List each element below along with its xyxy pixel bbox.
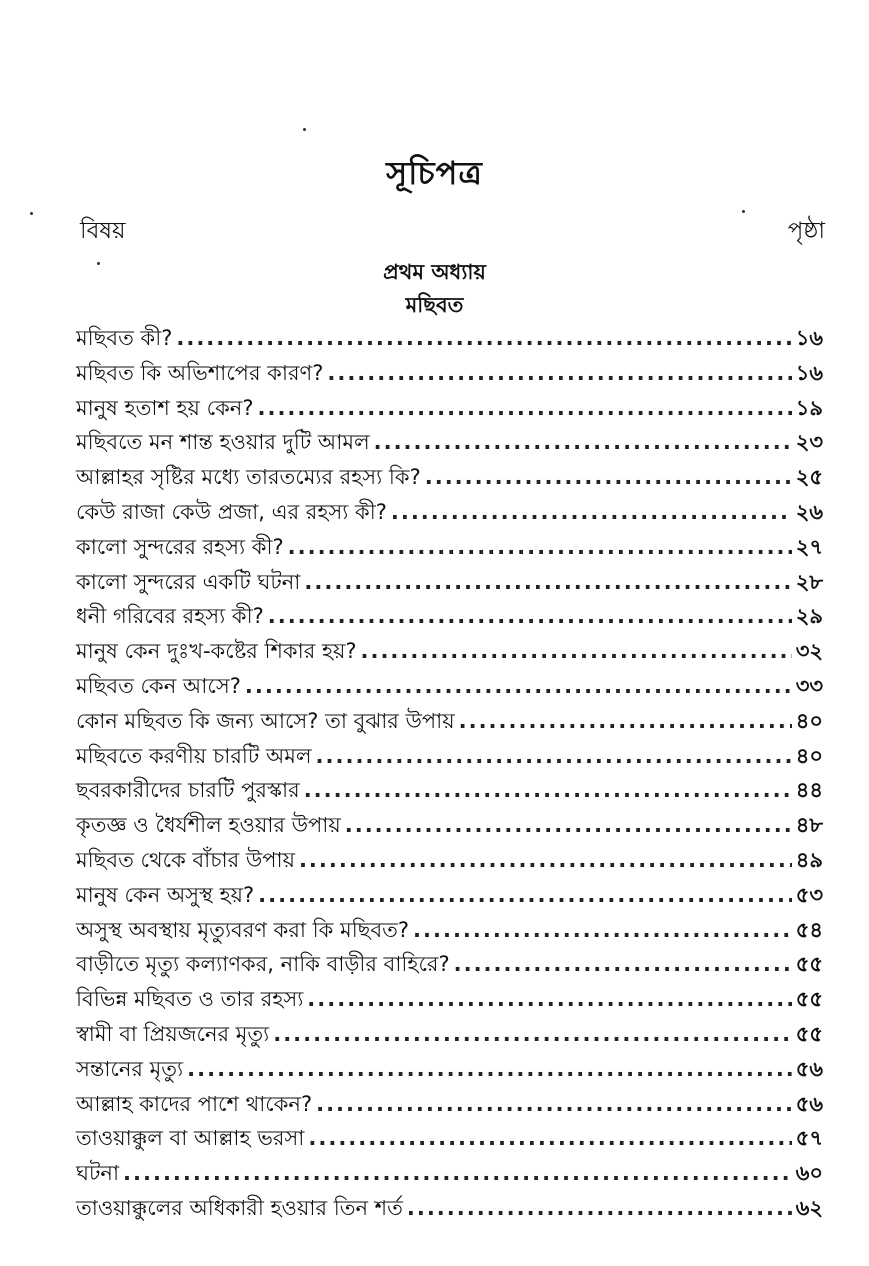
toc-entry-page: ২৮ [795, 569, 823, 594]
toc-entry-topic: মছিবতে করণীয় চারটি অমল [76, 743, 312, 768]
toc-entry-topic: কালো সুন্দরের একটি ঘটনা [76, 569, 301, 594]
toc-entry [76, 600, 823, 635]
toc-entry [76, 392, 823, 427]
toc-entry [76, 531, 823, 566]
print-speck [303, 128, 306, 131]
toc-entry-page: ২৫ [795, 465, 823, 490]
chapter-number: প্রথম অধ্যায় [383, 260, 486, 284]
toc-entry-page: ২৭ [795, 534, 823, 559]
toc-entry-page: ১৯ [795, 395, 823, 420]
dot-leader [299, 848, 792, 872]
toc-entry [76, 1018, 823, 1053]
toc-entry [76, 879, 823, 914]
toc-entry-page: ৫৪ [795, 917, 823, 942]
dot-leader [361, 639, 792, 663]
toc-entry-page: ৫৬ [795, 1091, 823, 1116]
column-header-page: পৃষ্ঠা [787, 218, 825, 244]
toc-entry [76, 1122, 823, 1157]
toc-entry-topic: মছিবত কেন আসে? [76, 673, 241, 698]
toc-entry-page: ৬২ [795, 1195, 823, 1220]
column-header-topic: বিষয় [80, 218, 126, 244]
dot-leader [273, 1022, 792, 1046]
dot-leader [304, 570, 791, 594]
dot-leader [123, 1161, 792, 1185]
dot-leader [425, 465, 792, 489]
dot-leader [307, 987, 791, 1011]
toc-entry-page: ৪০ [795, 743, 823, 768]
dot-leader [258, 396, 792, 420]
toc-entry-page: ৫৫ [795, 987, 823, 1012]
dot-leader [407, 1196, 792, 1220]
toc-entry [76, 705, 823, 740]
toc-entry-topic: আল্লাহ কাদের পাশে থাকেন? [76, 1091, 313, 1116]
toc-entry-page: ৪০ [795, 708, 823, 733]
toc-list [76, 322, 823, 1227]
toc-entry [76, 1192, 823, 1227]
toc-entry-topic: তাওয়াক্কুলের অধিকারী হওয়ার তিন শর্ত [76, 1195, 403, 1220]
toc-entry-topic: মছিবতে মন শান্ত হওয়ার দুটি আমল [76, 430, 370, 455]
dot-leader [454, 952, 792, 976]
toc-entry [76, 774, 823, 809]
toc-entry [76, 496, 823, 531]
toc-entry [76, 1053, 823, 1088]
print-speck [742, 210, 745, 213]
toc-entry-topic: কৃতজ্ঞ ও ধৈর্যশীল হওয়ার উপায় [76, 813, 341, 838]
dot-leader [459, 709, 792, 733]
toc-entry-topic: কোন মছিবত কি জন্য আসে? তা বুঝার উপায় [76, 708, 455, 733]
dot-leader [327, 361, 791, 385]
dot-leader [245, 674, 792, 698]
toc-entry [76, 635, 823, 670]
toc-entry [76, 322, 823, 357]
toc-entry-topic: মছিবত কী? [76, 326, 173, 350]
toc-entry [76, 357, 823, 392]
toc-entry [76, 461, 823, 496]
toc-entry-topic: ঘটনা [76, 1161, 120, 1186]
toc-entry-page: ৪৮ [795, 813, 823, 838]
toc-entry-page: ৫৫ [795, 1021, 823, 1046]
toc-entry [76, 740, 823, 775]
toc-entry-page: ২৬ [795, 499, 823, 524]
toc-entry-page: ৪৯ [795, 847, 823, 872]
dot-leader [391, 500, 792, 524]
toc-entry-topic: স্বামী বা প্রিয়জনের মৃত্যু [76, 1021, 270, 1046]
toc-entry-topic: ধনী গরিবের রহস্য কী? [76, 604, 264, 629]
toc-entry-topic: ছবরকারীদের চারটি পুরস্কার [76, 778, 300, 803]
toc-entry [76, 809, 823, 844]
dot-leader [187, 1057, 792, 1081]
toc-entry-page: ৫৩ [795, 882, 823, 907]
dot-leader [258, 883, 792, 907]
toc-entry-page: ৫৫ [795, 952, 823, 977]
toc-entry-topic: বাড়ীতে মৃত্যু কল্যাণকর, নাকি বাড়ীর বাহিরে? [76, 952, 450, 977]
toc-entry [76, 1157, 823, 1192]
dot-leader [316, 1092, 792, 1116]
toc-entry-topic: কালো সুন্দরের রহস্য কী? [76, 534, 284, 559]
dot-leader [413, 918, 792, 942]
toc-entry [76, 844, 823, 879]
toc-entry-topic: মানুষ কেন দুঃখ-কষ্টের শিকার হয়? [76, 639, 357, 664]
toc-entry-page: ৬০ [795, 1161, 823, 1186]
dot-leader [374, 430, 792, 454]
toc-entry [76, 566, 823, 601]
toc-entry-page: ৩৩ [795, 673, 823, 698]
toc-entry-topic: মছিবত কি অভিশাপের কারণ? [76, 360, 324, 385]
toc-entry-page: ২৯ [795, 604, 823, 629]
toc-entry-page: ১৬ [795, 360, 823, 385]
toc-entry-topic: মানুষ হতাশ হয় কেন? [76, 395, 254, 420]
toc-entry-page: ৩২ [795, 639, 823, 664]
toc-entry [76, 983, 823, 1018]
toc-entry [76, 914, 823, 949]
toc-entry [76, 426, 823, 461]
toc-entry-page: ২৩ [795, 430, 823, 455]
dot-leader [268, 604, 792, 628]
chapter-name: মছিবত [405, 293, 464, 317]
dot-leader [176, 326, 791, 350]
toc-entry-topic: মানুষ কেন অসুস্থ হয়? [76, 882, 255, 907]
dot-leader [345, 813, 792, 837]
toc-entry-topic: সন্তানের মৃত্যু [76, 1056, 184, 1081]
dot-leader [304, 778, 792, 802]
toc-entry-topic: মছিবত থেকে বাঁচার উপায় [76, 847, 295, 872]
toc-entry-topic: কেউ রাজা কেউ প্রজা, এর রহস্য কী? [76, 499, 387, 524]
dot-leader [316, 744, 792, 768]
toc-entry-topic: বিভিন্ন মছিবত ও তার রহস্য [76, 987, 304, 1012]
toc-entry-page: ১৬ [795, 326, 823, 350]
dot-leader [288, 535, 792, 559]
page-title: সূচিপত্র [386, 154, 483, 192]
toc-entry-page: ৫৬ [795, 1056, 823, 1081]
toc-entry [76, 670, 823, 705]
toc-entry [76, 1088, 823, 1123]
dot-leader [308, 1126, 791, 1150]
toc-entry-topic: তাওয়াক্কুল বা আল্লাহ ভরসা [76, 1126, 305, 1151]
print-speck [30, 212, 33, 215]
toc-entry [76, 948, 823, 983]
toc-entry-topic: আল্লাহর সৃষ্টির মধ্যে তারতম্যের রহস্য কি? [76, 465, 421, 490]
toc-entry-page: ৪৪ [795, 778, 823, 803]
toc-entry-page: ৫৭ [795, 1126, 823, 1151]
toc-entry-topic: অসুস্থ অবস্থায় মৃত্যুবরণ করা কি মছিবত? [76, 917, 410, 942]
